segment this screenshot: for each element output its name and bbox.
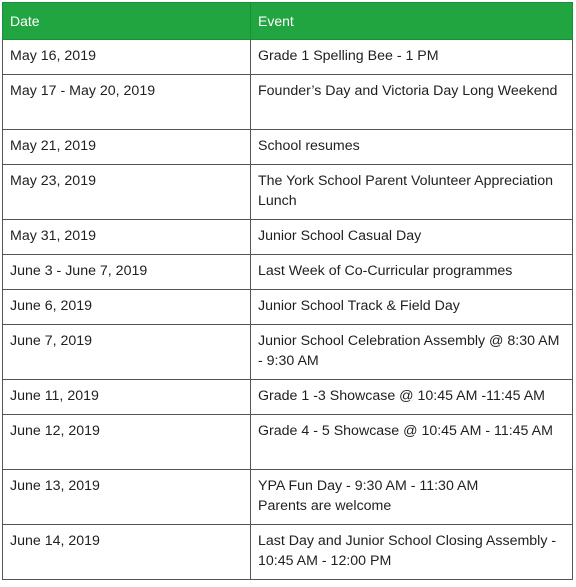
table-row [3,165,573,220]
date-cell: June 12, 2019 [3,415,251,470]
event-cell: Grade 1 -3 Showcase @ 10:45 AM -11:45 AM [251,380,573,415]
event-line: Parents are welcome [258,498,392,514]
date-cell: May 16, 2019 [3,40,251,75]
table-row [3,220,573,255]
table-row [3,40,573,75]
table-row [3,130,573,165]
event-line: YPA Fun Day - 9:30 AM - 11:30 AM [258,478,479,494]
date-cell: June 11, 2019 [3,380,251,415]
date-cell: May 31, 2019 [3,220,251,255]
event-cell: Junior School Casual Day [251,220,573,255]
table-row [3,380,573,415]
date-column-header: Date [3,3,251,40]
event-cell: The York School Parent Volunteer Appreciation Lunch [251,165,573,220]
table-row [3,325,573,380]
date-cell: May 23, 2019 [3,165,251,220]
table-row [3,255,573,290]
table-row [3,75,573,130]
date-cell: June 13, 2019 [3,470,251,525]
events-table [2,2,573,580]
event-cell [251,470,573,525]
event-cell: Grade 4 - 5 Showcase @ 10:45 AM - 11:45 AM [251,415,573,470]
event-cell: Last Day and Junior School Closing Assembly - 10:45 AM - 12:00 PM [251,525,573,580]
event-cell: Grade 1 Spelling Bee - 1 PM [251,40,573,75]
event-cell: Last Week of Co-Curricular programmes [251,255,573,290]
table-row [3,290,573,325]
table-row [3,470,573,525]
event-cell: Junior School Celebration Assembly @ 8:30 AM - 9:30 AM [251,325,573,380]
event-cell: Founder’s Day and Victoria Day Long Weekend [251,75,573,130]
date-cell: June 6, 2019 [3,290,251,325]
date-cell: May 17 - May 20, 2019 [3,75,251,130]
event-column-header: Event [251,3,573,40]
events-table-container [2,2,572,580]
date-cell: June 7, 2019 [3,325,251,380]
event-cell: School resumes [251,130,573,165]
table-header-row [3,3,573,40]
table-row [3,525,573,580]
date-cell: June 3 - June 7, 2019 [3,255,251,290]
table-row [3,415,573,470]
date-cell: May 21, 2019 [3,130,251,165]
date-cell: June 14, 2019 [3,525,251,580]
event-cell: Junior School Track & Field Day [251,290,573,325]
